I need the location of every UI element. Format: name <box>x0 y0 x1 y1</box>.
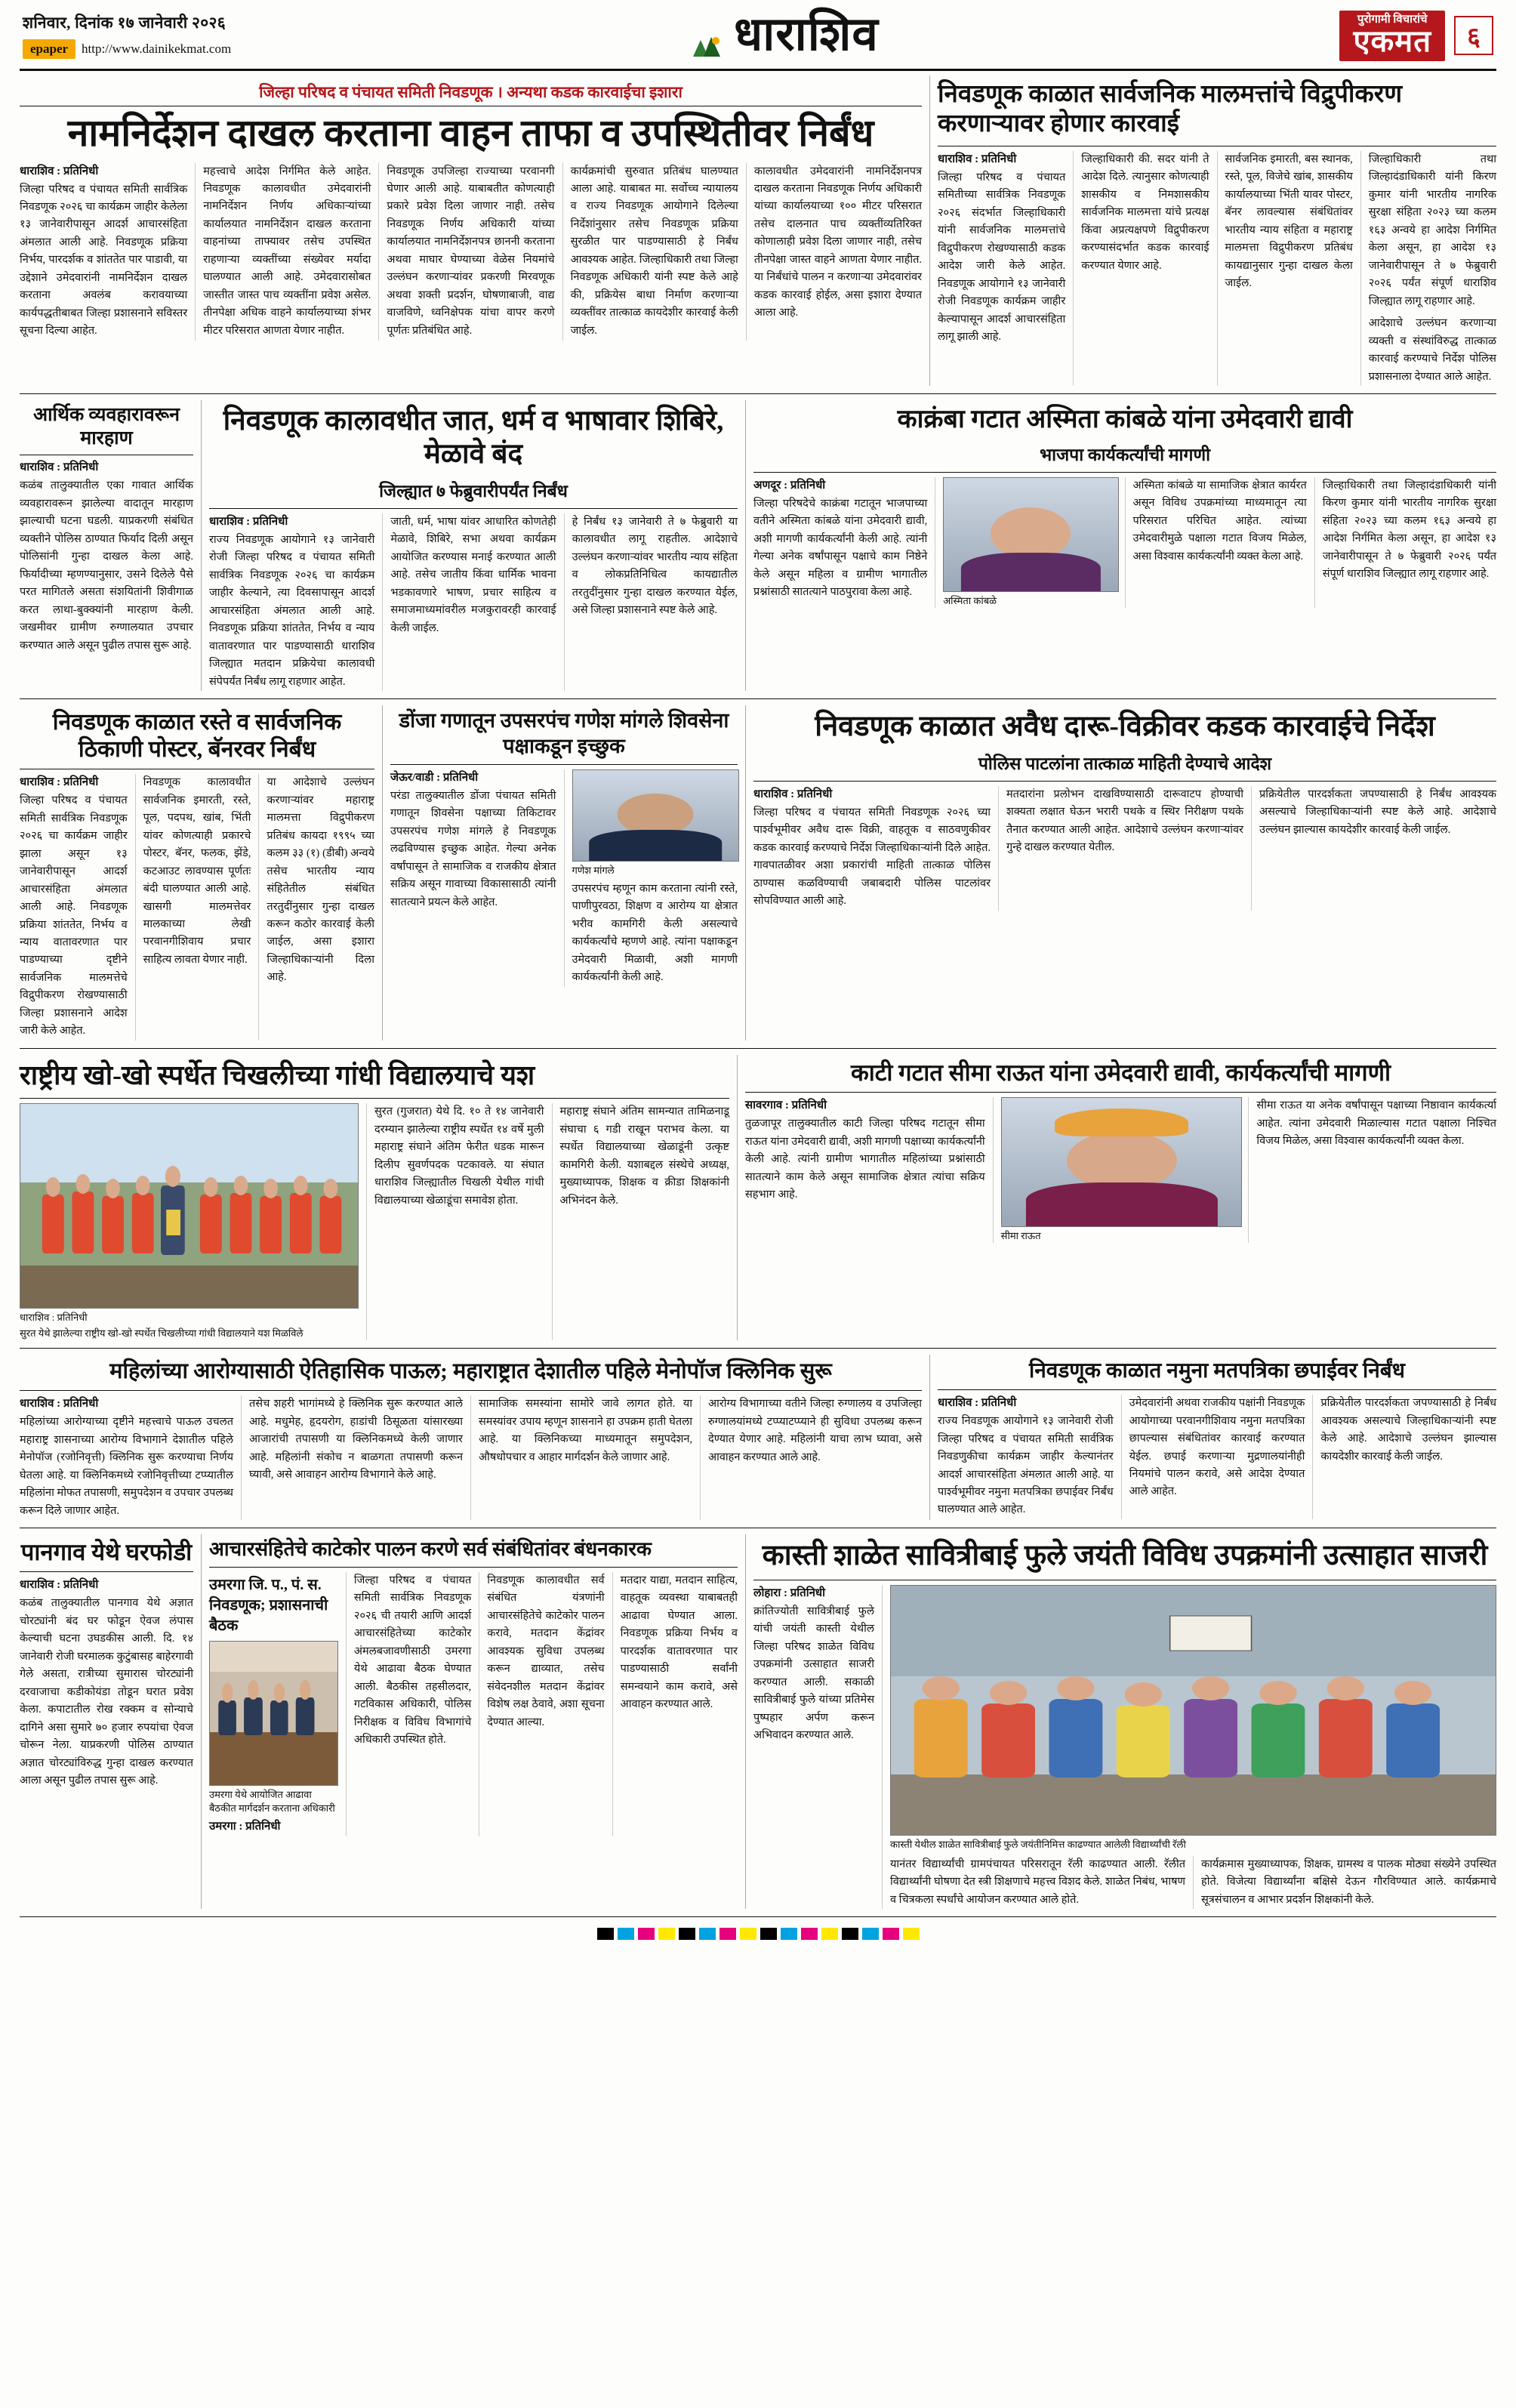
website-url[interactable]: http://www.dainikekmat.com <box>82 42 232 57</box>
paragraph: जिल्हा परिषदेचे काक्रंबा गटातून भाजपाच्या वतीने अस्मिता कांबळे यांना उमेदवारी द्यावी, अशी मागणी कार्यकर्त्यांनी केली आहे. त्यांनी गेल्या अनेक वर्षांपासून पक्षाचे काम निष्ठेने केले असून महिला व ग्रामीण भागातील प्रश्नांसाठी सातत्याने पाठपुरावा केला आहे. <box>753 497 928 599</box>
paragraph: मतदार याद्या, मतदान साहित्य, वाहतूक व्यवस्था याबाबतही आढावा घेण्यात आला. निवडणूक प्रक्रिया निर्भय व पारदर्शक वातावरणात पार पाडण्यासाठी सर्वांनी समन्वयाने काम करावे, असे आवाहन करण्यात आले. <box>620 1574 738 1711</box>
byline: अणदूर : प्रतिनिधी <box>753 479 826 492</box>
paragraph: महिलांच्या आरोग्याच्या दृष्टीने महत्त्वाचे पाऊल उचलत महाराष्ट्र शासनाच्या आरोग्य विभागाने देशातील पहिले मेनोपॉज (रजोनिवृत्ती) क्लिनिक सुरू करण्याचा निर्णय घेतला आहे. या क्लिनिकमध्ये रजोनिवृत्तीच्या टप्प्यातील महिलांना मोफत तपासणी, समुपदेशन व उपचार उपलब्ध करून दिले जाणार आहेत. <box>20 1416 233 1517</box>
masthead-left <box>23 12 377 59</box>
photo-caption-text: सुरत येथे झालेल्या राष्ट्रीय खो-खो स्पर्धेत चिखलीच्या गांधी विद्यालयाने यश मिळविले <box>20 1327 304 1340</box>
publication-date: शनिवार, दिनांक १७ जानेवारी २०२६ <box>23 14 226 32</box>
paragraph: मतदारांना प्रलोभन दाखविण्यासाठी दारूवाटप होण्याची शक्यता लक्षात घेऊन भरारी पथके व स्थिर निरीक्षण पथके तैनात करण्यात आली आहेत. आदेशाचे उल्लंघन करणाऱ्यांवर गुन्हे दाखल करण्यात येतील. <box>1006 788 1243 854</box>
candidate-photo <box>572 769 740 862</box>
paragraph: जिल्हा परिषद व पंचायत समिती सार्वत्रिक निवडणूक २०२६ चा कार्यक्रम जाहीर झाला असून १३ जानेवारीपासून आदर्श आचारसंहिता अंमलात आली आहे. निवडणूक प्रक्रिया शांततेत, निर्भय व न्याय वातावरणात पार पाडण्याच्या दृष्टीने सार्वजनिक मालमत्तेचे विद्रुपीकरण रोखण्यासाठी जिल्हा प्रशासनाने आदेश जारी केले आहेत. <box>20 794 128 1038</box>
paragraph: या आदेशाचे उल्लंघन करणाऱ्यांवर महाराष्ट्र मालमत्ता विद्रुपीकरण प्रतिबंध कायदा १९९५ च्या कलम ३३ (१) (डीबी) अन्वये तसेच भारतीय न्याय संहितेतील संबंधित तरतुदींनुसार गुन्हा दाखल करून कठोर कारवाई केली जाईल, असा इशारा जिल्हाधिकाऱ्यांनी दिला आहे. <box>267 776 375 984</box>
page-number: ६ <box>1454 16 1493 55</box>
byline: धाराशिव : प्रतिनिधी <box>20 1312 88 1324</box>
masthead-rule <box>20 69 1496 71</box>
paragraph: जिल्हा परिषद व पंचायत समिती सार्वत्रिक निवडणूक २०२६ ची तयारी आणि आदर्श आचारसंहितेच्या काटेकोर अंमलबजावणीसाठी उमरगा येथे आढावा बैठक घेण्यात आली. बैठकीस तहसीलदार, गटविकास अधिकारी, पोलिस निरीक्षक व विविध विभागांचे अधिकारी उपस्थित होते. <box>353 1574 472 1747</box>
panangaon-headline: पानगाव येथे घरफोडी <box>20 1539 193 1566</box>
paragraph: तुळजापूर तालुक्यातील काटी जिल्हा परिषद गटातून सीमा राऊत यांना उमेदवारी द्यावी, अशी मागणी पक्षाच्या कार्यकर्त्यांनी केली आहे. त्यांनी ग्रामीण भागातील महिलांच्या प्रश्नांसाठी सातत्याने काम केले असून सामाजिक क्षेत्रात त्यांचा सक्रिय सहभाग आहे. <box>745 1118 985 1201</box>
epaper-badge[interactable]: epaper <box>23 39 75 59</box>
right-top-article <box>938 76 1496 386</box>
paragraph: उमेदवारांनी अथवा राजकीय पक्षांनी निवडणूक आयोगाच्या परवानगीशिवाय नमुना मतपत्रिका छापल्यास संबंधितांवर कारवाई करण्यात येईल. छपाई करणाऱ्या मुद्रणालयांनीही नियमांचे पालन करावे, असे आदेश देण्यात आले आहेत. <box>1129 1397 1305 1498</box>
menopause-article <box>20 1355 922 1520</box>
byline: सावरगाव : प्रतिनिधी <box>745 1099 827 1112</box>
achar-headline: आचारसंहितेचे काटेकोर पालन करणे सर्व संबंधितांवर बंधनकारक <box>209 1538 652 1561</box>
byline: धाराशिव : प्रतिनिधी <box>20 1579 99 1592</box>
left-top-article <box>20 76 922 386</box>
photo-caption-text: उमरगा येथे आयोजित आढावा बैठकीत मार्गदर्शन करताना अधिकारी <box>209 1788 335 1814</box>
brand-box <box>1339 11 1445 61</box>
top-band <box>0 76 1516 386</box>
byline: धाराशिव : प्रतिनिधी <box>209 515 288 528</box>
kakramba-body <box>753 477 1496 608</box>
center-top-headline: निवडणूक कालावधीत जात, धर्म व भाषावार शिबिरे, मेळावे बंद <box>223 405 724 470</box>
khokho-body <box>20 1103 729 1340</box>
paragraph: निवडणूक उपजिल्हा राज्याच्या परवानगी घेणार आली आहे. याबाबतीत कोणत्याही प्रकारे प्रवेश दिला जाणार नाही. तसेच निवडणूक निर्णय अधिकारी यांच्या कार्यालयात नामनिर्देशनपत्र छाननी करताना अथवा माघार घेण्याच्या वेळेस नियमांचे उल्लंघन करणाऱ्यांवर प्रकरणी मिरवणूक अथवा शक्ती प्रदर्शन, घोषणाबाजी, वाद्य वाजविणे, ध्वनिक्षेपक यांचा वापर करणे पूर्णतः प्रतिबंधित आहे. <box>387 165 555 337</box>
paragraph: आरोग्य विभागाच्या वतीने जिल्हा रुग्णालय व उपजिल्हा रुग्णालयांमध्ये टप्प्याटप्प्याने ही सुविधा उपलब्ध करून देण्यात येणार आहे. महिलांनी याचा लाभ घ्यावा, असे आवाहन करण्यात आले आहे. <box>708 1398 922 1463</box>
menopause-headline: महिलांच्या आरोग्यासाठी ऐतिहासिक पाऊल; महाराष्ट्रात देशातील पहिले मेनोपॉज क्लिनिक सुरू <box>109 1359 832 1384</box>
byline: धाराशिव : प्रतिनिधी <box>20 776 99 789</box>
daru-body <box>753 786 1496 911</box>
donja-headline: डोंजा गणातून उपसरपंच गणेश मांगले शिवसेना पक्षाकडून इच्छुक <box>399 709 729 757</box>
paragraph: सामाजिक समस्यांना सामोरे जावे लागत होते. या समस्यांवर उपाय म्हणून शासनाने हा उपक्रम हाती घेतला आहे. या क्लिनिकच्या माध्यमातून समुपदेशन, औषधोपचार व आहार मार्गदर्शन केले जाणार आहे. <box>479 1398 692 1463</box>
paragraph: जाती, धर्म, भाषा यांवर आधारित कोणतेही मेळावे, शिबिरे, सभा अथवा कार्यक्रम आयोजित करण्यास मनाई करण्यात आली आहे. तसेच जातीय किंवा धार्मिक भावना भडकावणारे भाषण, प्रचार साहित्य व समाजमाध्यमांवरील मजकुरावरही कारवाई केली जाईल. <box>390 515 556 634</box>
center-top-body <box>209 513 738 691</box>
byline: धाराशिव : प्रतिनिधी <box>938 1397 1017 1410</box>
daru-article <box>753 705 1496 1041</box>
paragraph: प्रक्रियेतील पारदर्शकता जपण्यासाठी हे निर्बंध आवश्यक असल्याचे जिल्हाधिकाऱ्यांनी स्पष्ट केले आहे. आदेशाचे उल्लंघन झाल्यास कायदेशीर कारवाई केली जाईल. <box>1259 788 1496 836</box>
epaper-link-row[interactable] <box>23 39 377 59</box>
kati-body <box>745 1097 1496 1243</box>
brand-tagline: पुरोगामी विचारांचे <box>1357 14 1428 26</box>
kakramba-headline: काक्रंबा गटात अस्मिता कांबळे यांना उमेदवारी द्यावी <box>897 405 1353 433</box>
byline: धाराशिव : प्रतिनिधी <box>20 461 99 474</box>
candidate-photo <box>1001 1097 1243 1227</box>
byline: धाराशिव : प्रतिनिधी <box>20 1398 99 1411</box>
achar-article <box>209 1534 738 1909</box>
artha-headline: आर्थिक व्यवहारावरून मारहाण <box>32 404 180 449</box>
left-top-headline: नामनिर्देशन दाखल करताना वाहन ताफा व उपस्थितीवर निर्बंध <box>67 111 874 154</box>
kakramba-article <box>753 400 1496 691</box>
paragraph: जिल्हा परिषद व पंचायत समिती निवडणूक २०२६ च्या पार्श्वभूमीवर अवैध दारू विक्री, वाहतूक व साठवणुकीवर कडक कारवाई करण्याचे निर्देश जिल्हाधिकाऱ्यांनी दिले आहेत. गावपातळीवर अशा प्रकारांची माहिती तात्काळ पोलिस ठाण्यास कळविण्याची जबाबदारी पोलिस पाटलांवर सोपविण्यात आली आहे. <box>753 806 991 908</box>
poster-ban-headline: निवडणूक काळात रस्ते व सार्वजनिक ठिकाणी पोस्टर, बॅनरवर निर्बंध <box>52 710 342 763</box>
ballot-headline: निवडणूक काळात नमुना मतपत्रिका छपाईवर निर्बंध <box>1028 1359 1406 1383</box>
ballot-article <box>938 1355 1496 1520</box>
paragraph: क्रांतिज्योती सावित्रीबाई फुले यांची जयंती कास्ती येथील जिल्हा परिषद शाळेत विविध उपक्रमांनी उत्साहात साजरी करण्यात आली. सकाळी सावित्रीबाई फुले यांच्या प्रतिमेस पुष्पहार अर्पण करून अभिवादन करण्यात आले. <box>753 1605 874 1742</box>
paragraph: परंडा तालुक्यातील डोंजा पंचायत समिती गणातून शिवसेना पक्षाच्या तिकिटावर उपसरपंच गणेश मांगले हे निवडणूक लढविण्यास इच्छुक आहेत. गेल्या अनेक वर्षांपासून ते सामाजिक व राजकीय क्षेत्रात सक्रिय असून गावाच्या विकासासाठी त्यांनी सातत्याने प्रयत्न केले आहेत. <box>390 789 556 908</box>
kasti-article <box>753 1534 1496 1909</box>
paragraph: सार्वजनिक इमारती, बस स्थानक, रस्ते, पूल, विजेचे खांब, शासकीय कार्यालयाच्या भिंती यावर पोस्टर, बॅनर लावल्यास संबंधितांवर भारतीय न्याय संहिता व महाराष्ट्र मालमत्ता विद्रुपीकरण प्रतिबंध कायद्यानुसार गुन्हा दाखल केला जाईल. <box>1225 153 1353 290</box>
khokho-article <box>20 1055 729 1341</box>
byline: धाराशिव : प्रतिनिधी <box>753 788 833 800</box>
kakramba-subhead: भाजपा कार्यकर्त्यांची मागणी <box>1039 445 1211 464</box>
masthead-center <box>377 11 1191 60</box>
edition-title: धाराशिव <box>734 9 879 61</box>
candidate-photo <box>943 477 1118 592</box>
khokho-team-photo <box>20 1103 359 1309</box>
photo-caption-text: कास्ती येथील शाळेत सावित्रीबाई फुले जयंतीनिमित्त काढण्यात आलेली विद्यार्थ्यांची रॅली <box>890 1838 1186 1850</box>
left-top-kicker: जिल्हा परिषद व पंचायत समिती निवडणूक । अन्यथा कडक कारवाईचा इशारा <box>259 82 683 101</box>
fifth-band <box>0 1355 1516 1520</box>
center-top-subhead: जिल्ह्यात ७ फेब्रुवारीपर्यंत निर्बंध <box>379 481 568 501</box>
paragraph: निवडणूक कालावधीत सार्वजनिक इमारती, रस्ते, पूल, पदपथ, खांब, भिंती यांवर कोणत्याही प्रकारचे पोस्टर, बॅनर, फलक, झेंडे, कटआउट लावण्यास पूर्णतः बंदी घालण्यात आली आहे. खासगी मालमत्तेवर मालकाच्या लेखी परवानगीशिवाय प्रचार साहित्य लावता येणार नाही. <box>143 776 251 966</box>
donja-body <box>390 769 738 987</box>
paragraph: सीमा राऊत या अनेक वर्षांपासून पक्षाच्या निष्ठावान कार्यकर्त्या आहेत. त्यांना उमेदवारी मिळाल्यास गटात पक्षाला निश्चित विजय मिळेल, असा विश्वास कार्यकर्त्यांनी व्यक्त केला. <box>1256 1099 1497 1148</box>
paragraph: महाराष्ट्र संघाने अंतिम सामन्यात तामिळनाडू संघाचा ६ गडी राखून पराभव केला. या स्पर्धेत विद्यालयाच्या खेळाडूंनी उत्कृष्ट कामगिरी केली. यशाबद्दल संस्थेचे अध्यक्ष, मुख्याध्यापक, शिक्षक व क्रीडा शिक्षकांनी अभिनंदन केले. <box>559 1105 729 1207</box>
paragraph: जिल्हाधिकारी की. सदर यांनी ते आदेश दिले. त्यानुसार कोणत्याही शासकीय व निमशासकीय सार्वजनिक मालमत्ता यांचे प्रत्यक्ष किंवा अप्रत्यक्षपणे विद्रुपीकरण करण्यासंदर्भात कडक कारवाई करण्यात येणार आहे. <box>1081 153 1209 272</box>
panangaon-article <box>20 1534 193 1909</box>
kasti-body <box>753 1585 1496 1910</box>
kati-headline: काटी गटात सीमा राऊत यांना उमेदवारी द्यावी, कार्यकर्त्यांची मागणी <box>850 1059 1391 1086</box>
menopause-body <box>20 1395 922 1520</box>
achar-body <box>209 1572 738 1836</box>
kati-article <box>745 1055 1496 1341</box>
rally-photo <box>890 1585 1496 1836</box>
third-band <box>0 705 1516 1041</box>
poster-ban-article <box>20 705 374 1041</box>
paragraph: यानंतर विद्यार्थ्यांची ग्रामपंचायत परिसरातून रॅली काढण्यात आली. रॅलीत विद्यार्थ्यांनी घोषणा देत स्त्री शिक्षणाचे महत्त्व विशद केले. शाळेत निबंध, भाषण व चित्रकला स्पर्धांचे आयोजन करण्यात आले होते. <box>890 1858 1185 1906</box>
paragraph: राज्य निवडणूक आयोगाने १३ जानेवारी रोजी जिल्हा परिषद व पंचायत समिती सार्वत्रिक निवडणुकीचा कार्यक्रम जाहीर केल्यानंतर आदर्श आचारसंहिता अंमलात आली आहे. या पार्श्वभूमीवर नमुना मतपत्रिका छपाईवर निर्बंध घालण्यात आले आहेत. <box>938 1415 1114 1516</box>
cmyk-registration-strip <box>0 1917 1516 1947</box>
photo-caption: गणेश मांगले <box>572 864 615 876</box>
paragraph: कळंब तालुक्यातील पानगाव येथे अज्ञात चोरट्यांनी बंद घर फोडून ऐवज लंपास केल्याची घटना उघडकीस आली. दि. १४ जानेवारी रोजी घरमालक कुटुंबासह बाहेरगावी गेले असता, रात्रीच्या सुमारास चोरट्यांनी दरवाजाचा कडीकोयंडा तोडून घरात प्रवेश केला. कपाटातील रोख रक्कम व सोन्याचे दागिने असा सुमारे ७० हजार रुपयांचा ऐवज चोरून नेला. याप्रकरणी पोलिस ठाण्यात अज्ञात चोरट्यांविरुद्ध गुन्हा दाखल करण्यात आला असून पुढील तपास सुरू आहे. <box>20 1597 193 1787</box>
paragraph: कार्यक्रमांची सुरुवात प्रतिबंध घालण्यात आला आहे. याबाबत मा. सर्वोच्च न्यायालय व राज्य निवडणूक आयोगाने दिलेल्या निर्देशांनुसार तसेच निवडणूक प्रक्रिया सुरळीत पार पाडण्यासाठी हे निर्बंध आवश्यक आहेत. जिल्हाधिकारी तथा जिल्हा निवडणूक अधिकारी यांनी स्पष्ट केले आहे की, प्रक्रियेस बाधा निर्माण करणाऱ्या व्यक्तींवर तात्काळ कायदेशीर कारवाई केली जाईल. <box>570 165 738 337</box>
paragraph: हे निर्बंध १३ जानेवारी ते ७ फेब्रुवारी या कालावधीत लागू राहतील. आदेशाचे उल्लंघन करणाऱ्यांवर भारतीय न्याय संहिता व लोकप्रतिनिधित्व कायद्यातील तरतुदींनुसार गुन्हा दाखल करण्यात येईल, असे जिल्हा प्रशासनाने स्पष्ट केले आहे. <box>572 515 738 617</box>
paragraph: जिल्हा परिषद व पंचायत समिती सार्वत्रिक निवडणूक २०२६ चा कार्यक्रम जाहीर केलेला १३ जानेवारीपासून आदर्श आचारसंहिता अंमलात आली आहे. निवडणूक प्रक्रिया निर्भय, पारदर्शक व शांततेत पार पाडावी, या उद्देशाने उमेदवारांनी नामनिर्देशन दाखल करताना अवलंब करावयाच्या कार्यपद्धतीबाबत जिल्हा प्रशासनाने सविस्तर सूचना दिल्या आहेत. <box>20 183 188 338</box>
paragraph: कळंब तालुक्यातील एका गावात आर्थिक व्यवहारावरून झालेल्या वादातून मारहाण झाल्याची घटना घडली. याप्रकरणी संबंधित व्यक्तीने पोलिस ठाण्यात फिर्याद दिली असून पोलिसांनी गुन्हा दाखल केला आहे. फिर्यादीच्या म्हणण्यानुसार, उसने दिलेले पैसे परत मागितले असता संशयितांनी शिवीगाळ करत लाथा-बुक्क्यांनी मारहाण केली. जखमीवर ग्रामीण रुग्णालयात उपचार करण्यात आले असून पुढील तपास सुरू आहे. <box>20 479 193 652</box>
byline: लोहारा : प्रतिनिधी <box>753 1586 826 1599</box>
byline: धाराशिव : प्रतिनिधी <box>20 165 99 177</box>
photo-caption: सीमा राऊत <box>1000 1230 1041 1242</box>
brand-name: एकमत <box>1353 23 1431 58</box>
right-top-body <box>938 151 1496 386</box>
photo-caption <box>20 1311 359 1324</box>
right-top-headline: निवडणूक काळात सार्वजनिक मालमत्तांचे विद्रुपीकरण करणाऱ्यावर होणार कारवाई <box>938 80 1403 138</box>
paragraph: सुरत (गुजरात) येथे दि. १० ते १४ जानेवारी दरम्यान झालेल्या राष्ट्रीय स्पर्धेत १४ वर्षे मुली महाराष्ट्र संघाने अंतिम फेरीत धडक मारून दिलीप सुवर्णपदक पटकावले. या संघात धाराशिव जिल्ह्यातील चिखली येथील गांधी विद्यालयाच्या खेळाडूंचा समावेश होता. <box>374 1105 544 1207</box>
paragraph: निवडणूक कालावधीत सर्व संबंधित यंत्रणांनी आचारसंहितेचे काटेकोर पालन करावे, मतदान केंद्रांवर आवश्यक सुविधा उपलब्ध करून द्याव्यात, तसेच संवेदनशील मतदान केंद्रांवर विशेष लक्ष ठेवावे, अशा सूचना देण्यात आल्या. <box>487 1574 605 1728</box>
khokho-headline: राष्ट्रीय खो-खो स्पर्धेत चिखलीच्या गांधी विद्यालयाचे यश <box>20 1059 535 1090</box>
paragraph: आदेशाचे उल्लंघन करणाऱ्या व्यक्ती व संस्थांविरुद्ध तात्काळ कारवाई करण्याचे निर्देश पोलिस प्रशासनाला देण्यात आले आहेत. <box>1368 317 1496 383</box>
left-top-body <box>20 163 922 341</box>
paragraph: कार्यक्रमास मुख्याध्यापक, शिक्षक, ग्रामस्थ व पालक मोठ्या संख्येने उपस्थित होते. विजेत्या विद्यार्थ्यांना बक्षिसे देऊन गौरविण्यात आले. कार्यक्रमाचे सूत्रसंचालन व आभार प्रदर्शन शिक्षकांनी केले. <box>1201 1858 1496 1906</box>
masthead-right <box>1191 11 1493 61</box>
paragraph: कालावधीत उमेदवारांनी नामनिर्देशनपत्र दाखल करताना निवडणूक निर्णय अधिकारी यांच्या कार्यालयाच्या १०० मीटर परिसरात तसेच दालनात पाच व्यक्तींव्यतिरिक्त कोणालाही प्रवेश दिला जाणार नाही, तसेच तीनपेक्षा जास्त वाहने आणता येणार नाहीत. या निर्बंधांचे पालन न करणाऱ्या उमेदवारांवर कडक कारवाई होईल, असा इशारा देण्यात आला आहे. <box>753 165 923 319</box>
publication-logo-icon <box>690 34 723 60</box>
paragraph: जिल्हाधिकारी तथा जिल्हादंडाधिकारी यांनी किरण कुमार यांनी भारतीय नागरिक सुरक्षा संहिता २०२३ च्या कलम १६३ अन्वये हा आदेश निर्गमित केला असून, हा आदेश १३ जानेवारीपासून ते ७ फेब्रुवारी २०२६ पर्यंत संपूर्ण धाराशिव जिल्ह्यात लागू राहणार आहे. <box>1368 153 1496 307</box>
daru-headline: निवडणूक काळात अवैध दारू-विक्रीवर कडक कारवाईचे निर्देश <box>815 711 1435 743</box>
kasti-headline: कास्ती शाळेत सावित्रीबाई फुले जयंती विविध उपक्रमांनी उत्साहात साजरी <box>762 1540 1488 1572</box>
paragraph: जिल्हा परिषद व पंचायत समितीच्या सार्वत्रिक निवडणूक २०२६ संदर्भात जिल्हाधिकारी यांनी सार्वजनिक मालमत्तांचे विद्रुपीकरण रोखण्यासाठी कडक आदेश जारी केले आहेत. निवडणूक आयोगाने १३ जानेवारी रोजी निवडणूक कार्यक्रम जाहीर केल्यापासून आदर्श आचारसंहिता लागू झाली आहे. <box>938 171 1066 344</box>
sixth-band <box>0 1534 1516 1909</box>
paragraph: तसेच शहरी भागांमध्ये हे क्लिनिक सुरू करण्यात आले आहे. मधुमेह, हृदयरोग, हाडांची ठिसूळता यांसारख्या आजारांची तपासणी या क्लिनिकमध्ये केली जाणार आहे. महिलांनी संकोच न बाळगता तपासणी करून घ्यावी, असे आवाहन आरोग्य विभागाने केले आहे. <box>249 1398 463 1481</box>
achar-subhead: उमरगा जि. प., पं. स. निवडणूक; प्रशासनाची बैठक <box>209 1576 328 1634</box>
paragraph: प्रक्रियेतील पारदर्शकता जपण्यासाठी हे निर्बंध आवश्यक असल्याचे जिल्हाधिकाऱ्यांनी स्पष्ट केले आहे. आदेशाचे उल्लंघन झाल्यास कायदेशीर कारवाई केली जाईल. <box>1320 1397 1497 1463</box>
meeting-photo <box>209 1641 338 1786</box>
second-band <box>0 400 1516 691</box>
paragraph: राज्य निवडणूक आयोगाने १३ जानेवारी रोजी जिल्हा परिषद व पंचायत समिती सार्वत्रिक निवडणूक २०२६ चा कार्यक्रम जाहीर केल्याने, त्या दिवसापासून आदर्श आचारसंहिता अंमलात आली आहे. निवडणूक प्रक्रिया शांततेत, निर्भय व न्याय वातावरणात पार पाडण्यासाठी धाराशिव जिल्ह्यात मतदान प्रक्रियेचा कालावधी संपेपर्यंत निर्बंध लागू राहणार आहेत. <box>209 533 375 688</box>
photo-caption: अस्मिता कांबळे <box>943 594 997 606</box>
paragraph: महत्त्वाचे आदेश निर्गमित केले आहेत. निवडणूक कालावधीत उमेदवारांनी नामनिर्देशन निर्णय अधिकाऱ्यांच्या कार्यालयात नामनिर्देशन दाखल करताना वाहनांच्या ताफ्यावर तसेच उपस्थित राहणाऱ्या व्यक्तींच्या संख्येवर मर्यादा घालण्यात आली आहे. उमेदवारासोबत जास्तीत जास्त पाच व्यक्तींना प्रवेश असेल. तीनपेक्षा अधिक वाहने कार्यालयाच्या शंभर मीटर परिसरात आणता येणार नाहीत. <box>203 165 371 337</box>
paragraph: जिल्हाधिकारी तथा जिल्हादंडाधिकारी यांनी किरण कुमार यांनी भारतीय नागरिक सुरक्षा संहिता २०२३ च्या कलम १६३ अन्वये हा आदेश निर्गमित केला असून, हा आदेश १३ जानेवारीपासून ते ७ फेब्रुवारी २०२६ पर्यंत संपूर्ण धाराशिव जिल्ह्यात लागू राहणार आहे. <box>1322 479 1496 581</box>
daru-subhead: पोलिस पाटलांना तात्काळ माहिती देण्याचे आदेश <box>978 754 1272 773</box>
poster-ban-body <box>20 774 374 1041</box>
paragraph: उपसरपंच म्हणून काम करताना त्यांनी रस्ते, पाणीपुरवठा, शिक्षण व आरोग्य या क्षेत्रात भरीव कामगिरी केली असल्याचे कार्यकर्त्यांचे म्हणणे आहे. त्यांना पक्षाकडून उमेदवारी मिळावी, अशी मागणी कार्यकर्त्यांनी केली आहे. <box>572 882 738 984</box>
masthead <box>0 0 1516 66</box>
byline: उमरगा : प्रतिनिधी <box>209 1821 281 1833</box>
paragraph: अस्मिता कांबळे या सामाजिक क्षेत्रात कार्यरत असून विविध उपक्रमांच्या माध्यमातून त्या परिसरात परिचित आहेत. त्यांच्या उमेदवारीमुळे पक्षाला गटात विजय मिळेल, असा विश्वास कार्यकर्त्यांनी व्यक्त केला आहे. <box>1132 479 1307 563</box>
donja-article <box>390 705 738 1041</box>
center-top-article <box>209 400 738 691</box>
ballot-body <box>938 1395 1496 1519</box>
artha-article <box>20 400 193 691</box>
fourth-band <box>0 1055 1516 1341</box>
byline: जेऊर/वाडी : प्रतिनिधी <box>390 771 479 784</box>
byline: धाराशिव : प्रतिनिधी <box>938 153 1017 165</box>
